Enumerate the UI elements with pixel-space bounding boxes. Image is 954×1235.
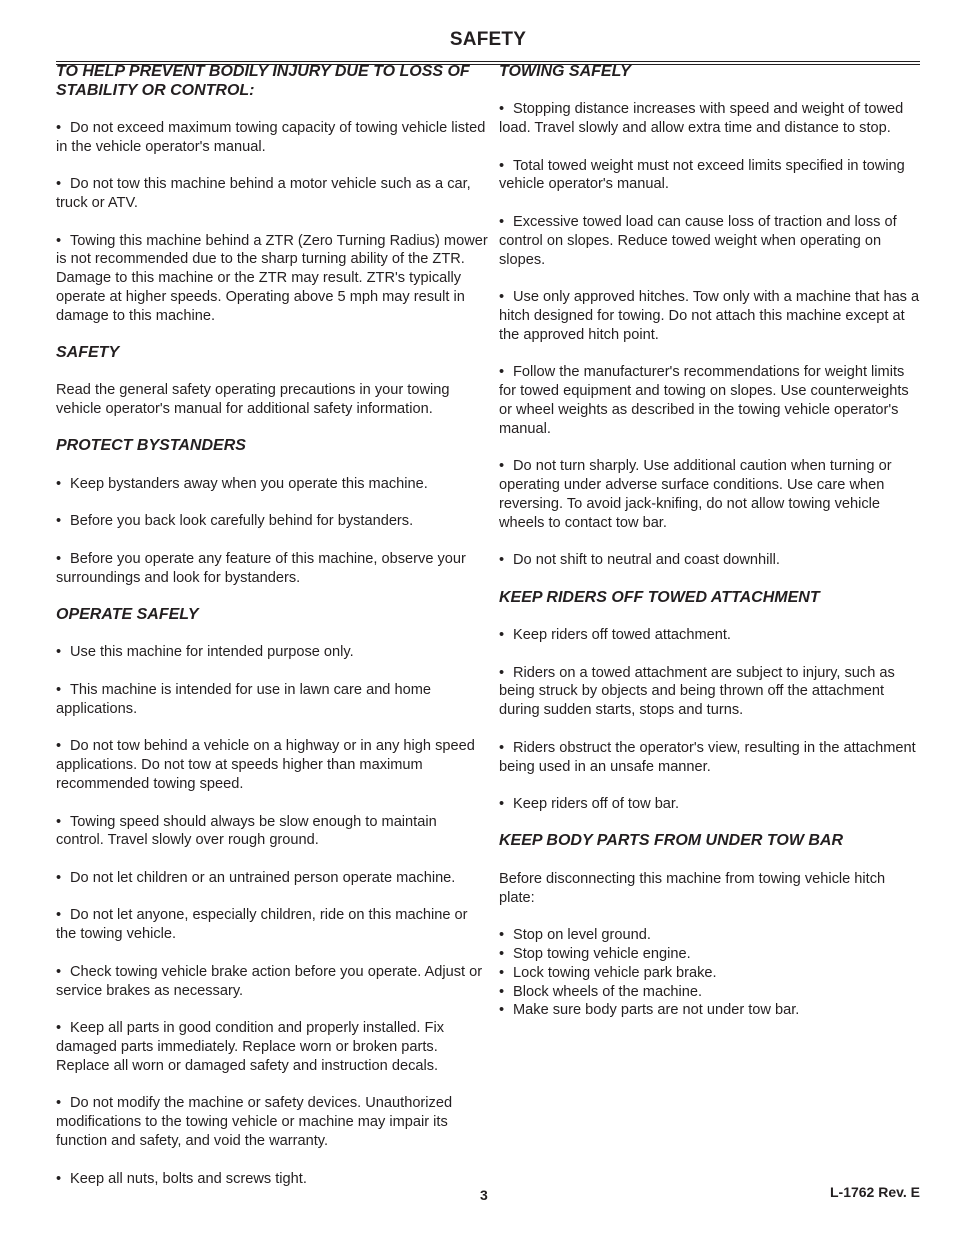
section-heading-towing-safely: TOWING SAFELY [499, 63, 631, 80]
bullet-item: • Do not tow this machine behind a motor vehicle such as a car, truck or ATV. [56, 175, 488, 213]
bullet-item: • Do not let children or an untrained person operate machine. [56, 869, 488, 888]
bullet-item: • Do not exceed maximum towing capacity of towing vehicle listed in the vehicle operator's manual. [56, 119, 488, 157]
bullet-item: • Keep riders off of tow bar. [499, 795, 924, 814]
bullet-item: • Follow the manufacturer's recommendations for weight limits for towed equipment and towing on slopes. Use counterweights or wheel weights as described in the towing vehicle operator's manual. [499, 363, 924, 438]
document-id: L-1762 Rev. E [829, 1184, 920, 1200]
bullet-item: • Riders obstruct the operator's view, resulting in the attachment being used in an unsafe manner. [499, 739, 924, 777]
bullet-item: • Keep riders off towed attachment. [499, 626, 924, 645]
bullet-item: • Use this machine for intended purpose only. [56, 643, 488, 662]
section-heading-operate-safely: OPERATE SAFELY [56, 606, 199, 624]
left-column [56, 63, 488, 1188]
step-item: • Stop on level ground. [499, 926, 924, 945]
bullet-item: • Towing speed should always be slow enough to maintain control. Travel slowly over rough ground. [56, 813, 488, 851]
bullet-item: • Do not tow behind a vehicle on a highway or in any high speed applications. Do not tow at speeds higher than maximum recommended towing speed. [56, 737, 488, 793]
bullet-item: • Keep all parts in good condition and properly installed. Fix damaged parts immediately. Replace worn or broken parts. Replace all worn or damaged safety and instruction decals. [56, 1019, 488, 1075]
bullet-item: • Do not let anyone, especially children, ride on this machine or the towing vehicle. [56, 906, 488, 944]
bullet-item: • Towing this machine behind a ZTR (Zero Turning Radius) mower is not recommended due to the sharp turning ability of the ZTR. Damage to this machine or the ZTR may result. ZTR's typically operate at higher speeds. Operating above 5 mph may result in damage to this machine. [56, 232, 488, 326]
safety-paragraph: Read the general safety operating precautions in your towing vehicle operator's manual for additional safety information. [56, 382, 450, 418]
section-heading-safety: SAFETY [56, 344, 120, 362]
bullet-item: • Before you operate any feature of this machine, observe your surroundings and look for bystanders. [56, 550, 488, 588]
bullet-item: • Use only approved hitches. Tow only with a machine that has a hitch designed for towing. Do not attach this machine except at the approved hitch point. [499, 288, 924, 344]
section-heading-stability: TO HELP PREVENT BODILY INJURY DUE TO LOSS OF STABILITY OR CONTROL: [56, 63, 470, 99]
step-item: • Lock towing vehicle park brake. [499, 964, 924, 983]
bullet-item: • Excessive towed load can cause loss of traction and loss of control on slopes. Reduce towed weight when operating on slopes. [499, 213, 924, 269]
bullet-item: • Total towed weight must not exceed limits specified in towing vehicle operator's manual. [499, 157, 924, 195]
right-column [499, 63, 924, 1020]
bullet-item: • This machine is intended for use in lawn care and home applications. [56, 681, 488, 719]
bullet-item: • Do not shift to neutral and coast downhill. [499, 551, 924, 570]
bullet-item: • Do not modify the machine or safety devices. Unauthorized modifications to the towing vehicle or machine may impair its function and safety, and void the warranty. [56, 1094, 488, 1150]
page-number: 3 [480, 1187, 488, 1203]
step-item: • Block wheels of the machine. [499, 983, 924, 1002]
section-heading-body-parts: KEEP BODY PARTS FROM UNDER TOW BAR [499, 832, 844, 850]
bullet-item: • Stopping distance increases with speed and weight of towed load. Travel slowly and allow extra time and distance to stop. [499, 100, 924, 138]
section-heading-protect-bystanders: PROTECT BYSTANDERS [56, 437, 246, 455]
bullet-item: • Do not turn sharply. Use additional caution when turning or operating under adverse surface conditions. Use care when reversing. To avoid jack-knifing, do not allow towing vehicle wheels to contact tow bar. [499, 457, 924, 532]
bullet-item: • Riders on a towed attachment are subject to injury, such as being struck by objects and being thrown off the attachment during sudden starts, stops and turns. [499, 664, 924, 720]
page-title: SAFETY [449, 29, 527, 50]
bullet-item: • Keep all nuts, bolts and screws tight. [56, 1170, 488, 1189]
bullet-item: • Keep bystanders away when you operate this machine. [56, 475, 488, 494]
step-item: • Stop towing vehicle engine. [499, 945, 924, 964]
bullet-item: • Before you back look carefully behind for bystanders. [56, 512, 488, 531]
bullet-item: • Check towing vehicle brake action before you operate. Adjust or service brakes as necessary. [56, 963, 488, 1001]
section-heading-keep-riders-off: KEEP RIDERS OFF TOWED ATTACHMENT [499, 588, 820, 606]
disconnect-intro: Before disconnecting this machine from towing vehicle hitch plate: [499, 870, 886, 906]
title-rule-top [56, 61, 920, 62]
step-item: • Make sure body parts are not under tow bar. [499, 1001, 924, 1020]
